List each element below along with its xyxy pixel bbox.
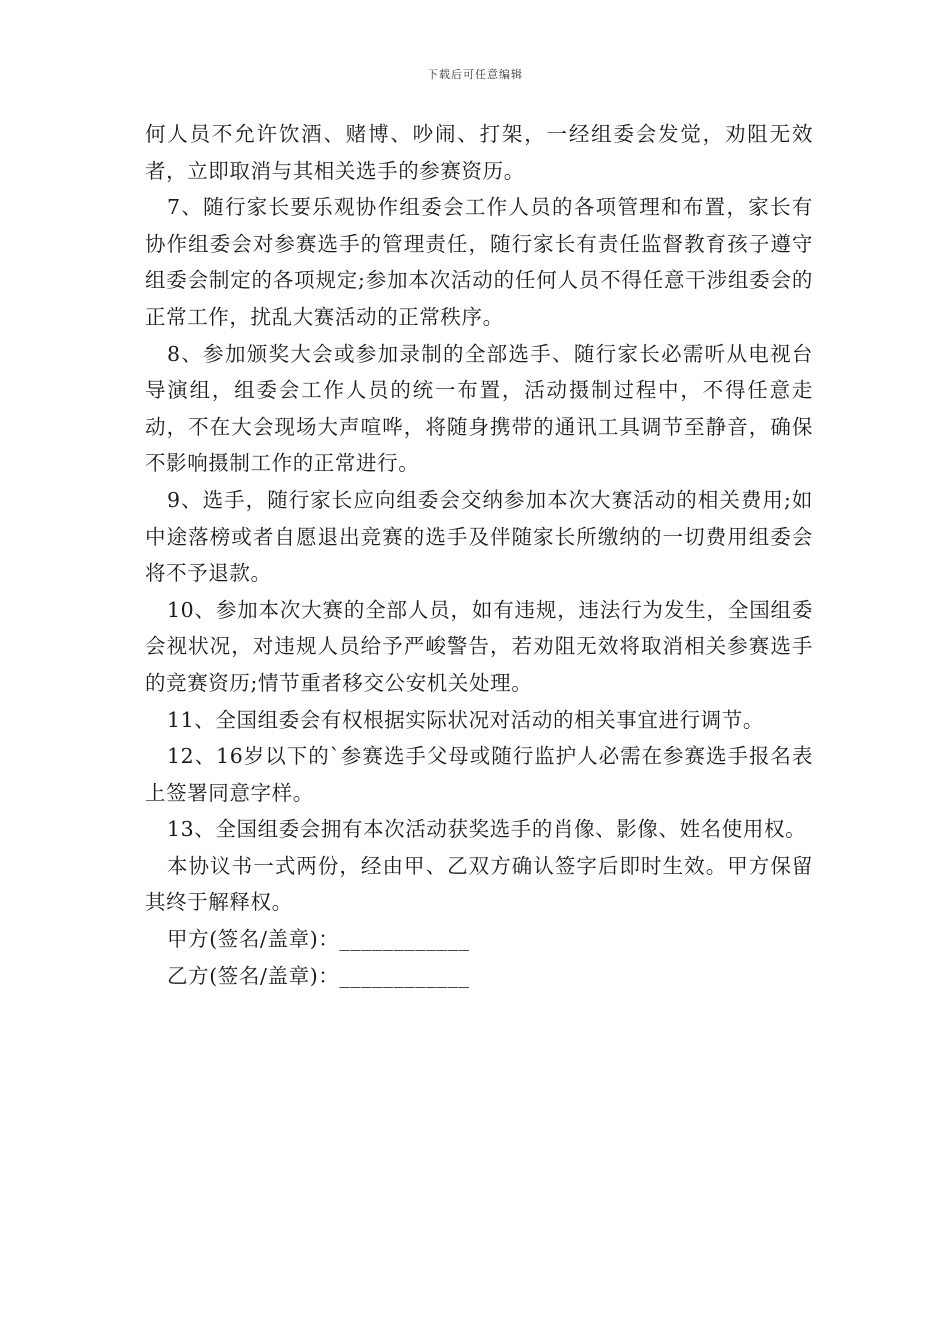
paragraph-rule-13: 13、全国组委会拥有本次活动获奖选手的肖像、影像、姓名使用权。	[167, 817, 807, 842]
document-body	[145, 116, 813, 994]
paragraph-continued-rule-6: 何人员不允许饮酒、赌博、吵闹、打架，一经组委会发觉，劝阻无效者，立即取消与其相关选手的参赛资历。	[145, 122, 813, 183]
paragraph-rule-10: 10、参加本次大赛的全部人员，如有违规，违法行为发生，全国组委会视状况，对违规人员给予严峻警告，若劝阻无效将取消相关参赛选手的竞赛资历;情节重者移交公安机关处理。	[145, 597, 813, 695]
signature-line-party-a: 甲方(签名/盖章)：____________	[167, 927, 470, 952]
paragraph-rule-7: 7、随行家长要乐观协作组委会工作人员的各项管理和布置，家长有协作组委会对参赛选手的管理责任，随行家长有责任监督教育孩子遵守组委会制定的各项规定;参加本次活动的任何人员不得任意干涉组委会的正常工作，扰乱大赛活动的正常秩序。	[145, 195, 813, 329]
paragraph-rule-9: 9、选手，随行家长应向组委会交纳参加本次大赛活动的相关费用;如中途落榜或者自愿退出竞赛的选手及伴随家长所缴纳的一切费用组委会将不予退款。	[145, 487, 813, 586]
paragraph-rule-12: 12、16岁以下的`参赛选手父母或随行监护人必需在参赛选手报名表上签署同意字样。	[145, 744, 813, 805]
paragraph-rule-8: 8、参加颁奖大会或参加录制的全部选手、随行家长必需听从电视台导演组，组委会工作人员的统一布置，活动摄制过程中，不得任意走动，不在大会现场大声喧哗，将随身携带的通讯工具调节至静音，确保不影响摄制工作的正常进行。	[145, 341, 813, 476]
paragraph-agreement-validity: 本协议书一式两份，经由甲、乙双方确认签字后即时生效。甲方保留其终于解释权。	[145, 853, 813, 915]
paragraph-rule-11: 11、全国组委会有权根据实际状况对活动的相关事宜进行调节。	[167, 707, 764, 732]
signature-line-party-b: 乙方(签名/盖章)：____________	[167, 963, 470, 988]
page-header: 下载后可任意编辑	[427, 68, 523, 81]
